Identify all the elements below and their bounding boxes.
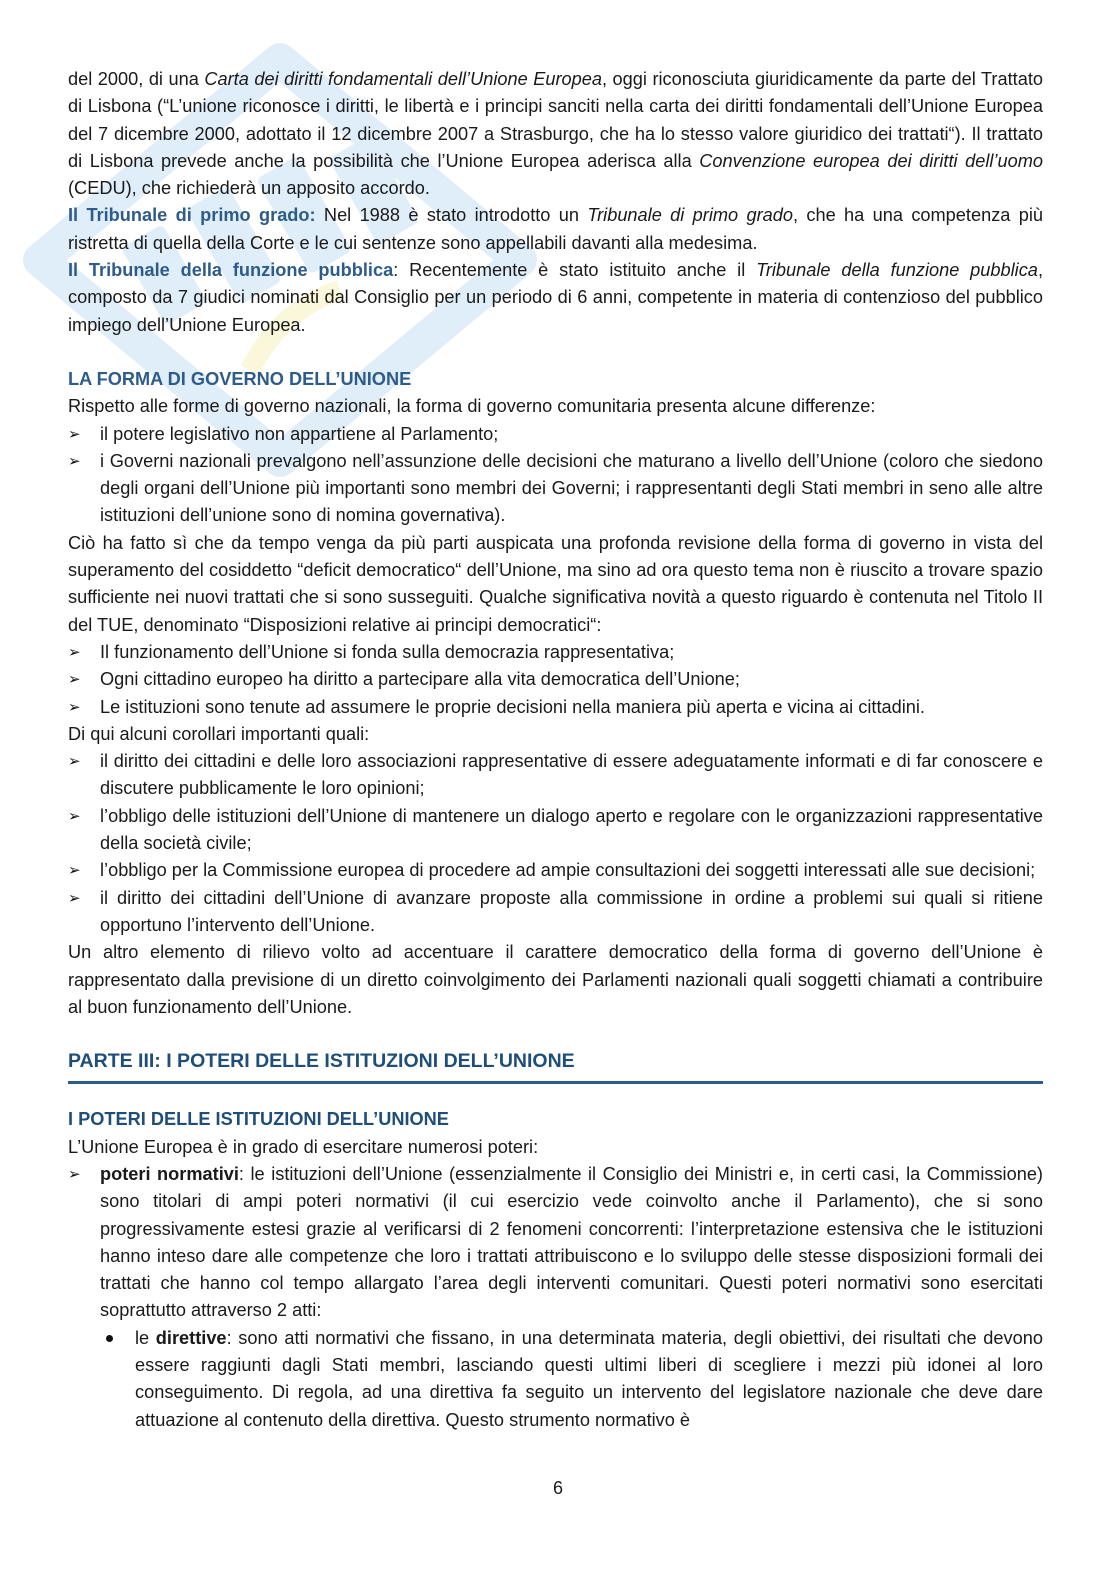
paragraph: Un altro elemento di rilievo volto ad accentuare il carattere democratico della forma di governo dell’Unione è rappresentato dalla previsione di un diretto coinvolgimento dei Parlamenti nazionali quali soggetti chiamati a contribuire al buon funzionamento dell’Unione.: [68, 942, 1043, 1017]
subsection-heading: I POTERI DELLE ISTITUZIONI DELL’UNIONE: [68, 1109, 449, 1130]
bullet-list: [68, 421, 1043, 530]
bullet-list: [68, 1161, 1043, 1325]
list-item: ➢ Le istituzioni sono tenute ad assumere le proprie decisioni nella maniera più aperta e vicina ai cittadini.: [68, 694, 1043, 721]
bullet-list: [68, 639, 1043, 721]
document-page: [68, 66, 1043, 1434]
list-item: ➢ i Governi nazionali prevalgono nell’assunzione delle decisioni che maturano a livello dell’Unione (coloro che siedono degli organi dell’Unione più importanti sono membri dei Governi; i rappresentanti degli Stati membri in seno alle altre istituzioni dell’unione sono di nomina governativa).: [68, 448, 1043, 530]
arrow-bullet-icon: ➢: [68, 643, 81, 661]
list-item: ➢ Il funzionamento dell’Unione si fonda sulla democrazia rappresentativa;: [68, 639, 1043, 666]
bullet-list: [68, 748, 1043, 939]
list-item: ➢ l’obbligo delle istituzioni dell’Unione di mantenere un dialogo aperto e regolare con le organizzazioni rappresentative della società civile;: [68, 803, 1043, 858]
sub-bullet-list: [100, 1325, 1043, 1434]
list-item: ➢ il diritto dei cittadini e delle loro associazioni rappresentative di essere adeguatamente informati e di far conoscere e discutere pubblicamente le loro opinioni;: [68, 748, 1043, 803]
list-item: ➢ l’obbligo per la Commissione europea di procedere ad ampie consultazioni dei soggetti interessati alle sue decisioni;: [68, 857, 1043, 884]
paragraph-tribunale-funzione-pubblica: Il Tribunale della funzione pubblica: Recentemente è stato istituito anche il Tribunale della funzione pubblica, composto da 7 giudici nominati dal Consiglio per un periodo di 6 anni, competente in materia di contenzioso del pubblico impiego dell’Unione Europea.: [68, 260, 1043, 335]
bold-term: poteri normativi: [100, 1163, 239, 1184]
bold-term: direttive: [155, 1327, 227, 1348]
subsection-intro: L’Unione Europea è in grado di esercitare numerosi poteri:: [68, 1136, 539, 1157]
paragraph-carta-diritti: del 2000, di una Carta dei diritti fondamentali dell’Unione Europea, oggi riconosciuta giuridicamente da parte del Trattato di Lisbona (“L’unione riconosce i diritti, le libertà e i principi sanciti nella carta dei diritti fondamentali dell’Unione Europea del 7 dicembre 2000, adottato il 12 dicembre 2007 a Strasburgo, che ha lo stesso valore giuridico dei trattati“). Il trattato di Lisbona prevede anche la possibilità che l’Unione Europea aderisca alla Convenzione europea dei diritti dell’uomo (CEDU), che richiederà un apposito accordo.: [68, 69, 1043, 199]
arrow-bullet-icon: ➢: [68, 889, 81, 907]
section-intro: Rispetto alle forme di governo nazionali, la forma di governo comunitaria presenta alcune differenze:: [68, 396, 876, 417]
list-item: ➢ poteri normativi: le istituzioni dell’Unione (essenzialmente il Consiglio dei Ministri e, in certi casi, la Commissione) sono titolari di ampi poteri normativi (il cui esercizio vede coinvolto anche il Parlamento), che si sono progressivamente estesi grazie al verificarsi di 2 fenomeni concorrenti: l’interpretazione estensiva che le istituzioni hanno inteso dare alle competenze che loro i trattati attribuiscono e lo sviluppo delle stesse disposizioni formali dei trattati che hanno col tempo allargato l’area degli interventi comunitari. Questi poteri normativi sono esercitati soprattutto attraverso 2 atti:: [68, 1161, 1043, 1325]
arrow-bullet-icon: ➢: [68, 1165, 81, 1183]
part-heading: PARTE III: I POTERI DELLE ISTITUZIONI DELL’UNIONE: [68, 1048, 1043, 1084]
paragraph: Di qui alcuni corollari importanti quali:: [68, 723, 370, 744]
list-item: ➢ Ogni cittadino europeo ha diritto a partecipare alla vita democratica dell’Unione;: [68, 666, 1043, 693]
round-bullet-icon: [106, 1335, 113, 1342]
arrow-bullet-icon: ➢: [68, 862, 81, 880]
run-in-heading: Il Tribunale della funzione pubblica: [68, 260, 394, 281]
section-heading: LA FORMA DI GOVERNO DELL’UNIONE: [68, 368, 412, 389]
arrow-bullet-icon: ➢: [68, 698, 81, 716]
italic-term: Convenzione europea dei diritti dell’uomo: [699, 150, 1043, 171]
arrow-bullet-icon: ➢: [68, 452, 81, 470]
paragraph-tribunale-primo-grado: Il Tribunale di primo grado: Nel 1988 è stato introdotto un Tribunale di primo grado, che ha una competenza più ristretta di quella della Corte e le cui sentenze sono appellabili davanti alla medesima.: [68, 205, 1044, 253]
list-item: ➢ il diritto dei cittadini dell’Unione di avanzare proposte alla commissione in ordine a problemi sui quali si ritiene opportuno l’intervento dell’Unione.: [68, 885, 1043, 940]
italic-term: Tribunale di primo grado: [587, 205, 793, 226]
list-item: ➢ il potere legislativo non appartiene al Parlamento;: [68, 421, 1043, 448]
arrow-bullet-icon: ➢: [68, 753, 81, 771]
page-number: 6: [552, 1478, 563, 1498]
run-in-heading: Il Tribunale di primo grado:: [68, 205, 316, 226]
list-item: le direttive: sono atti normativi che fissano, in una determinata materia, degli obiettivi, dei risultati che devono essere raggiunti dagli Stati membri, lasciando questi ultimi liberi di scegliere i mezzi più idonei al loro conseguimento. Di regola, ad una direttiva fa seguito un intervento del legislatore nazionale che deve dare attuazione al contenuto della direttiva. Questo strumento normativo è: [100, 1325, 1043, 1434]
italic-term: Tribunale della funzione pubblica: [756, 260, 1038, 281]
paragraph: Ciò ha fatto sì che da tempo venga da più parti auspicata una profonda revisione della forma di governo in vista del superamento del cosiddetto “deficit democratico“ dell’Unione, ma sino ad ora questo tema non è riuscito a trovare spazio sufficiente nei nuovi trattati che si sono susseguiti. Qualche significativa novità a questo riguardo è contenuta nel Titolo II del TUE, denominato “Disposizioni relative ai principi democratici“:: [68, 532, 1043, 635]
arrow-bullet-icon: ➢: [68, 425, 81, 443]
arrow-bullet-icon: ➢: [68, 671, 81, 689]
arrow-bullet-icon: ➢: [68, 807, 81, 825]
italic-term: Carta dei diritti fondamentali dell’Unione Europea: [204, 69, 602, 89]
